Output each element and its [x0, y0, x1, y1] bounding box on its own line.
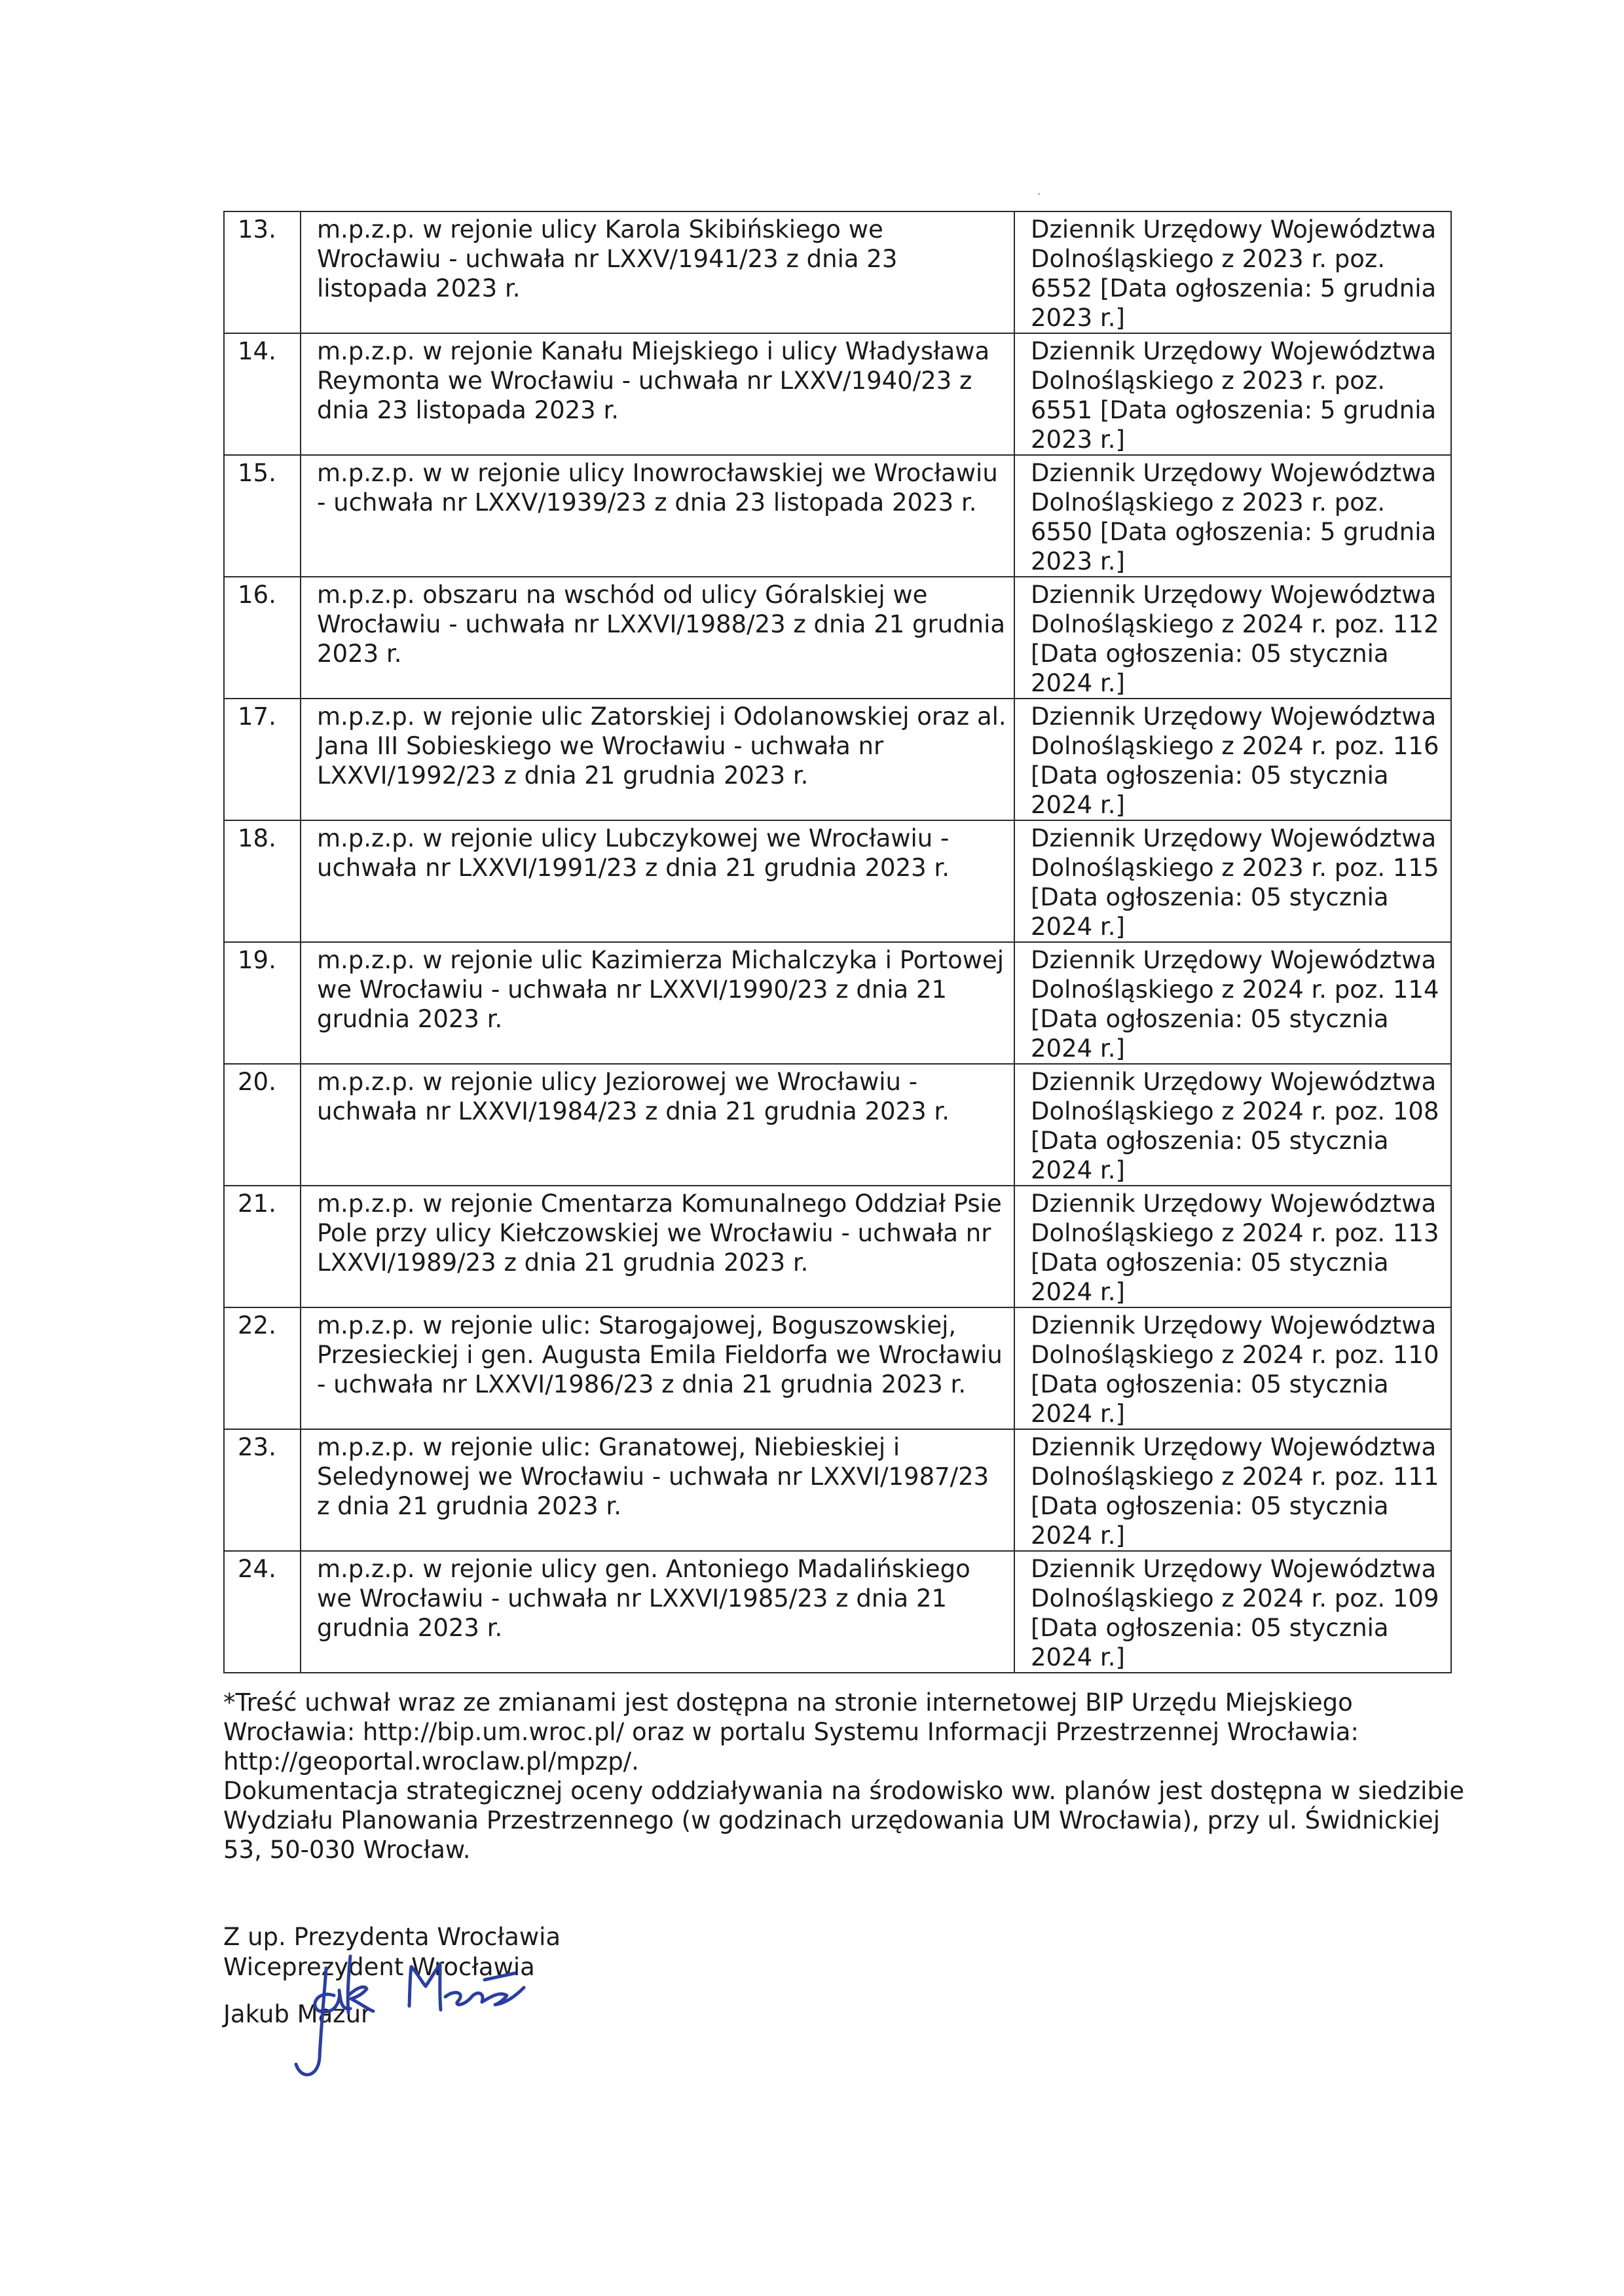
row-number: 23. [224, 1429, 301, 1551]
plan-description: m.p.z.p. w rejonie Cmentarza Komunalnego Oddział Psie Pole przy ulicy Kiełczowskiej we Wrocławiu - uchwała nr LXXVI/1989/23 z dnia 21 grudnia 2023 r. [301, 1186, 1014, 1307]
signature-name: Jakub Mazur [223, 2000, 371, 2028]
plan-description: m.p.z.p. w rejonie ulicy Lubczykowej we Wrocławiu - uchwała nr LXXVI/1991/23 z dnia 21 grudnia 2023 r. [301, 820, 1014, 942]
table-row [224, 820, 1451, 942]
row-number: 15. [224, 455, 301, 577]
publication-reference: Dziennik Urzędowy Województwa Dolnośląskiego z 2024 r. poz. 113 [Data ogłoszenia: 05 stycznia 2024 r.] [1014, 1186, 1451, 1307]
table-row [224, 942, 1451, 1064]
publication-reference: Dziennik Urzędowy Województwa Dolnośląskiego z 2024 r. poz. 111 [Data ogłoszenia: 05 stycznia 2024 r.] [1014, 1429, 1451, 1551]
row-number: 20. [224, 1064, 301, 1186]
publication-reference: Dziennik Urzędowy Województwa Dolnośląskiego z 2024 r. poz. 110 [Data ogłoszenia: 05 stycznia 2024 r.] [1014, 1307, 1451, 1429]
plans-table-body [224, 211, 1451, 1673]
plan-description: m.p.z.p. w rejonie ulic Zatorskiej i Odolanowskiej oraz al. Jana III Sobieskiego we Wrocławiu - uchwała nr LXXVI/1992/23 z dnia 21 grudnia 2023 r. [301, 699, 1014, 820]
plan-description: m.p.z.p. w rejonie ulic: Starogajowej, Boguszowskiej, Przesieckiej i gen. Augusta Emila Fieldorfa we Wrocławiu - uchwała nr LXXVI/1986/23 z dnia 21 grudnia 2023 r. [301, 1307, 1014, 1429]
table-row [224, 333, 1451, 455]
publication-reference: Dziennik Urzędowy Województwa Dolnośląskiego z 2023 r. poz. 115 [Data ogłoszenia: 05 stycznia 2024 r.] [1014, 820, 1451, 942]
table-row [224, 699, 1451, 820]
row-number: 19. [224, 942, 301, 1064]
table-row [224, 1064, 1451, 1186]
publication-reference: Dziennik Urzędowy Województwa Dolnośląskiego z 2024 r. poz. 114 [Data ogłoszenia: 05 stycznia 2024 r.] [1014, 942, 1451, 1064]
publication-reference: Dziennik Urzędowy Województwa Dolnośląskiego z 2024 r. poz. 108 [Data ogłoszenia: 05 stycznia 2024 r.] [1014, 1064, 1451, 1186]
table-row [224, 455, 1451, 577]
footnote-documentation: Dokumentacja strategicznej oceny oddziaływania na środowisko ww. planów jest dostępna w siedzibie Wydziału Planowania Przestrzennego (w godzinach urzędowania UM Wrocławia), przy ul. Świdnickiej 53, 50-030 Wrocław. [223, 1777, 1464, 1864]
plan-description: m.p.z.p. w w rejonie ulicy Inowrocławskiej we Wrocławiu - uchwała nr LXXV/1939/23 z dnia 23 listopada 2023 r. [301, 455, 1014, 577]
handwritten-signature [288, 1950, 544, 2087]
plan-description: m.p.z.p. w rejonie ulicy Karola Skibińskiego we Wrocławiu - uchwała nr LXXV/1941/23 z dnia 23 listopada 2023 r. [301, 211, 1014, 333]
footnotes [223, 1688, 1467, 1865]
plan-description: m.p.z.p. w rejonie ulicy Jeziorowej we Wrocławiu - uchwała nr LXXVI/1984/23 z dnia 21 grudnia 2023 r. [301, 1064, 1014, 1186]
table-row [224, 1551, 1451, 1673]
plan-description: m.p.z.p. w rejonie ulic: Granatowej, Niebieskiej i Seledynowej we Wrocławiu - uchwała nr LXXVI/1987/23 z dnia 21 grudnia 2023 r. [301, 1429, 1014, 1551]
publication-reference: Dziennik Urzędowy Województwa Dolnośląskiego z 2024 r. poz. 109 [Data ogłoszenia: 05 stycznia 2024 r.] [1014, 1551, 1451, 1673]
plan-description: m.p.z.p. w rejonie ulic Kazimierza Michalczyka i Portowej we Wrocławiu - uchwała nr LXXVI/1990/23 z dnia 21 grudnia 2023 r. [301, 942, 1014, 1064]
publication-reference: Dziennik Urzędowy Województwa Dolnośląskiego z 2023 r. poz. 6552 [Data ogłoszenia: 5 grudnia 2023 r.] [1014, 211, 1451, 333]
publication-reference: Dziennik Urzędowy Województwa Dolnośląskiego z 2024 r. poz. 116 [Data ogłoszenia: 05 stycznia 2024 r.] [1014, 699, 1451, 820]
plans-table [223, 211, 1452, 1673]
row-number: 18. [224, 820, 301, 942]
plan-description: m.p.z.p. obszaru na wschód od ulicy Góralskiej we Wrocławiu - uchwała nr LXXVI/1988/23 z dnia 21 grudnia 2023 r. [301, 577, 1014, 699]
publication-reference: Dziennik Urzędowy Województwa Dolnośląskiego z 2023 r. poz. 6550 [Data ogłoszenia: 5 grudnia 2023 r.] [1014, 455, 1451, 577]
row-number: 16. [224, 577, 301, 699]
signature-on-behalf: Z up. Prezydenta Wrocławia [223, 1923, 561, 1951]
row-number: 21. [224, 1186, 301, 1307]
table-row [224, 211, 1451, 333]
plan-description: m.p.z.p. w rejonie ulicy gen. Antoniego Madalińskiego we Wrocławiu - uchwała nr LXXVI/1985/23 z dnia 21 grudnia 2023 r. [301, 1551, 1014, 1673]
row-number: 22. [224, 1307, 301, 1429]
table-row [224, 1429, 1451, 1551]
signature-title: Wiceprezydent Wrocławia [223, 1953, 535, 1981]
plan-description: m.p.z.p. w rejonie Kanału Miejskiego i ulicy Władysława Reymonta we Wrocławiu - uchwała nr LXXV/1940/23 z dnia 23 listopada 2023 r. [301, 333, 1014, 455]
row-number: 13. [224, 211, 301, 333]
row-number: 14. [224, 333, 301, 455]
publication-reference: Dziennik Urzędowy Województwa Dolnośląskiego z 2024 r. poz. 112 [Data ogłoszenia: 05 stycznia 2024 r.] [1014, 577, 1451, 699]
table-row [224, 1307, 1451, 1429]
scan-artifact [1038, 193, 1040, 195]
publication-reference: Dziennik Urzędowy Województwa Dolnośląskiego z 2023 r. poz. 6551 [Data ogłoszenia: 5 grudnia 2023 r.] [1014, 333, 1451, 455]
row-number: 24. [224, 1551, 301, 1673]
row-number: 17. [224, 699, 301, 820]
table-row [224, 577, 1451, 699]
footnote-availability: *Treść uchwał wraz ze zmianami jest dostępna na stronie internetowej BIP Urzędu Miejskiego Wrocławia: http://bip.um.wroc.pl/ oraz w portalu Systemu Informacji Przestrzennej Wrocławia: http://geoportal.wroclaw.pl/mpzp/. [223, 1688, 1359, 1776]
table-row [224, 1186, 1451, 1307]
